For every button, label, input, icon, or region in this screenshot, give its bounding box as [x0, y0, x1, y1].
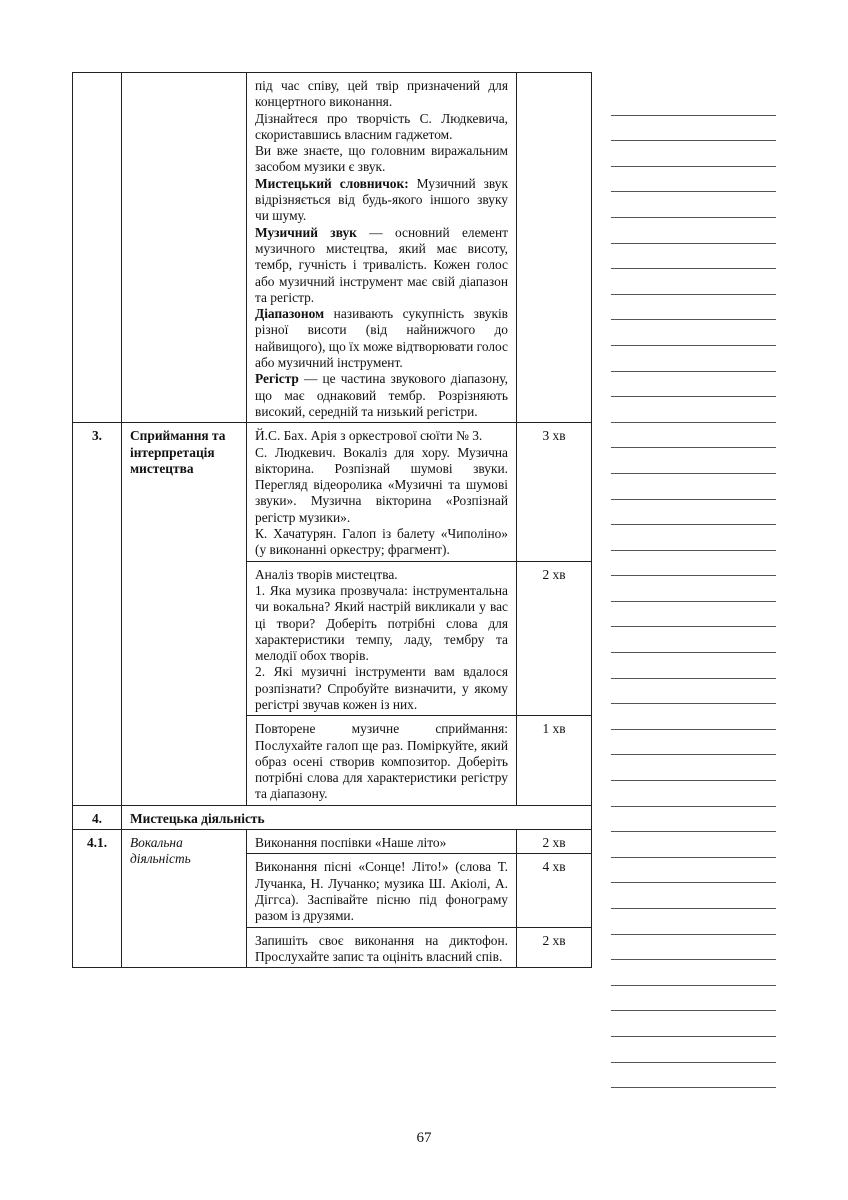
term-text: Музичний звук відрізняється від будь-якого іншого звуку чи шуму.	[255, 175, 508, 224]
note-line	[611, 423, 776, 449]
note-line	[611, 448, 776, 474]
time-cell: 2 хв	[517, 561, 592, 716]
note-line	[611, 576, 776, 602]
time-cell: 2 хв	[517, 927, 592, 968]
content-paragraph: Й.С. Бах. Арія з оркестрової сюїти № 3.	[255, 428, 483, 444]
note-line	[611, 397, 776, 423]
term-text: називають сукупність звуків різної висоти (від найнижчого до найвищого), що їх може відтворювати голос або музичний інструмент.	[255, 306, 508, 371]
table-row-continued	[73, 73, 592, 423]
note-line	[611, 986, 776, 1012]
note-line	[611, 730, 776, 756]
content-paragraph: 1. Яка музика прозвучала: інструментальна чи вокальна? Який настрій викликали у вас ці твори? Доберіть потрібні слова для характеристики темпу, ладу, тембру та мелодії обох творів.	[255, 582, 508, 664]
note-line	[611, 372, 776, 398]
note-line	[611, 116, 776, 142]
content-paragraph: під час співу, цей твір призначений для концертного виконання.	[255, 78, 508, 110]
row-number: 4.1.	[73, 830, 122, 968]
time-cell: 1 хв	[517, 716, 592, 805]
note-line	[611, 679, 776, 705]
notes-lines[interactable]	[611, 90, 776, 1088]
stage-cell	[122, 73, 247, 423]
note-line	[611, 781, 776, 807]
num-cell	[73, 73, 122, 423]
note-line	[611, 1063, 776, 1089]
note-line	[611, 909, 776, 935]
note-line	[611, 858, 776, 884]
note-line	[611, 90, 776, 116]
note-line	[611, 295, 776, 321]
time-cell	[517, 73, 592, 423]
content-cell: Запишіть своє виконання на диктофон. Прослухайте запис та оцініть власний спів.	[247, 927, 517, 968]
stage-title: Сприймання та інтерпретація мистецтва	[122, 423, 247, 806]
time-cell: 3 хв	[517, 423, 592, 561]
content-cell: Повторене музичне сприймання: Послухайте галоп ще раз. Поміркуйте, який образ осені створив композитор. Доберіть потрібні слова для характеристики регістру та діапазону.	[247, 716, 517, 805]
note-line	[611, 244, 776, 270]
note-line	[611, 346, 776, 372]
content-paragraph: Аналіз творів мистецтва.	[255, 566, 398, 582]
note-line	[611, 192, 776, 218]
note-line	[611, 755, 776, 781]
content-paragraph: 2. Які музичні інструменти вам вдалося розпізнати? Спробуйте визначити, у якому регістрі звучав кожен із них.	[255, 664, 508, 712]
term-label: Музичний звук	[255, 224, 357, 240]
term-label: Регістр	[255, 371, 299, 387]
note-line	[611, 167, 776, 193]
content-cell	[247, 423, 517, 561]
time-cell: 2 хв	[517, 830, 592, 854]
note-line	[611, 807, 776, 833]
content-cell: Виконання поспівки «Наше літо»	[247, 830, 517, 854]
term-label: Мистецький словничок:	[255, 175, 409, 191]
note-line	[611, 883, 776, 909]
note-line	[611, 1037, 776, 1063]
vocabulary-paragraph	[255, 176, 508, 225]
term-text: — основний елемент музичного мистецтва, який має висоту, тембр, гучність і тривалість. Кожен голос або музичний інструмент має свій діапазон та регістр.	[255, 224, 508, 305]
term-text: — це частина звукового діапазону, що має однаковий тембр. Розрізняють високий, середній та низький регістри.	[255, 371, 508, 419]
note-line	[611, 320, 776, 346]
time-cell: 4 хв	[517, 854, 592, 927]
row-number: 4.	[73, 805, 122, 829]
note-line	[611, 551, 776, 577]
lesson-plan-table	[72, 72, 592, 968]
note-line	[611, 500, 776, 526]
content-paragraph: Ви вже знаєте, що головним виражальним засобом музики є звук.	[255, 143, 508, 175]
note-line	[611, 141, 776, 167]
note-line	[611, 218, 776, 244]
note-line	[611, 935, 776, 961]
note-line	[611, 474, 776, 500]
content-paragraph: К. Хачатурян. Галоп із балету «Чиполіно» (у виконанні оркестру; фрагмент).	[255, 526, 508, 558]
term-label: Діапазоном	[255, 306, 325, 322]
content-cell: Виконання пісні «Сонце! Літо!» (слова Т. Лучанка, Н. Лучанко; музика Ш. Акіолі, А. Діггса). Заспівайте пісню під фонограму разом із друзями.	[247, 854, 517, 927]
table-row-3a	[73, 423, 592, 561]
definition-range	[255, 306, 508, 371]
note-line	[611, 832, 776, 858]
table-row-4	[73, 805, 592, 829]
stage-title: Вокальна діяльність	[122, 830, 247, 968]
table-row-41a	[73, 830, 592, 854]
page-number: 67	[416, 1130, 432, 1146]
note-line	[611, 627, 776, 653]
row-number: 3.	[73, 423, 122, 806]
content-paragraph: Дізнайтеся про творчість С. Людкевича, скориставшись власним гаджетом.	[255, 110, 508, 142]
note-line	[611, 269, 776, 295]
note-line	[611, 704, 776, 730]
note-line	[611, 525, 776, 551]
section-title: Мистецька діяльність	[122, 805, 592, 829]
note-line	[611, 602, 776, 628]
content-paragraph: С. Людкевич. Вокаліз для хору. Музична вікторина. Розпізнай шумові звуки. Перегляд відеоролика «Музичні та шумові звуки». Музична вікторина «Розпізнай регістр музики».	[255, 444, 508, 525]
note-line	[611, 653, 776, 679]
definition-musical-sound	[255, 225, 508, 306]
content-cell	[247, 561, 517, 716]
note-line	[611, 960, 776, 986]
definition-register	[255, 371, 508, 420]
content-cell	[247, 73, 517, 423]
note-line	[611, 1011, 776, 1037]
